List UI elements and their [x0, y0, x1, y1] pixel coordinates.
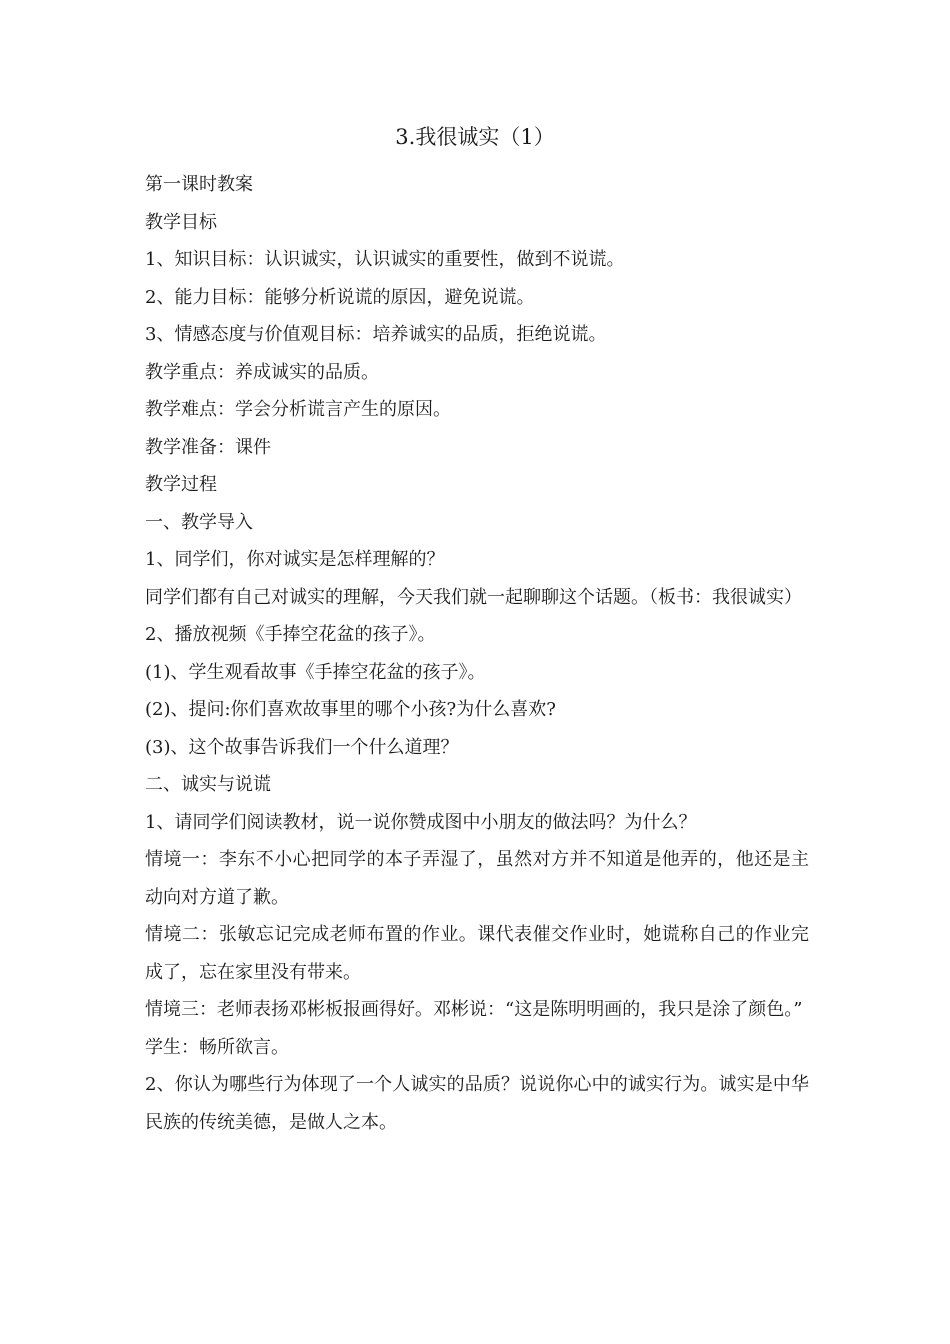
paragraph: 二、诚实与说谎: [145, 774, 271, 795]
paragraph: 教学重点：养成诚实的品质。: [145, 361, 379, 383]
paragraph: 2、你认为哪些行为体现了一个人诚实的品质？说说你心中的诚实行为。诚实是中华民族的传统美德，是做人之本。: [145, 1074, 809, 1133]
paragraph: 情境一：李东不小心把同学的本子弄湿了，虽然对方并不知道是他弄的，他还是主动向对方道了歉。: [145, 849, 809, 908]
paragraph: 教学难点：学会分析谎言产生的原因。: [145, 399, 451, 420]
paragraph: 第一课时教案: [145, 174, 253, 195]
paragraph: 1、请同学们阅读教材，说一说你赞成图中小朋友的做法吗？为什么？: [145, 811, 697, 833]
document-body: [145, 166, 809, 1141]
paragraph: (3)、这个故事告诉我们一个什么道理？: [145, 736, 459, 758]
paragraph: 情境三：老师表扬邓彬板报画得好。邓彬说：“这是陈明明画的，我只是涂了颜色。”: [145, 999, 803, 1020]
paragraph: 同学们都有自己对诚实的理解，今天我们就一起聊聊这个话题。（板书：我很诚实）: [145, 586, 802, 608]
paragraph: (2)、提问:你们喜欢故事里的哪个小孩?为什么喜欢?: [145, 699, 556, 720]
paragraph: 1、同学们，你对诚实是怎样理解的？: [145, 549, 445, 570]
paragraph: 2、播放视频《手捧空花盆的孩子》。: [145, 624, 436, 645]
paragraph: (1)、学生观看故事《手捧空花盆的孩子》。: [145, 661, 486, 683]
paragraph: 情境二：张敏忘记完成老师布置的作业。课代表催交作业时，她谎称自己的作业完成了，忘在家里没有带来。: [145, 924, 809, 983]
paragraph: 一、教学导入: [145, 511, 253, 533]
paragraph: 教学准备：课件: [145, 436, 271, 458]
paragraph: 教学过程: [145, 474, 217, 495]
paragraph: 学生：畅所欲言。: [145, 1036, 289, 1058]
document-title: 3.我很诚实（1）: [395, 125, 555, 149]
paragraph: 1、知识目标：认识诚实，认识诚实的重要性，做到不说谎。: [145, 249, 625, 270]
paragraph: 3、情感态度与价值观目标：培养诚实的品质，拒绝说谎。: [145, 324, 607, 345]
paragraph: 2、能力目标：能够分析说谎的原因，避免说谎。: [145, 286, 535, 308]
paragraph: 教学目标: [145, 211, 217, 233]
